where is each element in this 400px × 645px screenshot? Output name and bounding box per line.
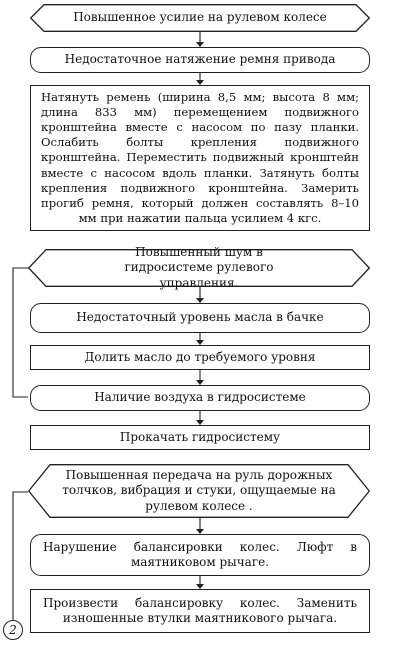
cause-text: Наличие воздуха в гидросистеме (94, 390, 306, 405)
remedy-text: Натянуть ремень (ширина 8,5 мм; высота 8 мм; длина 833 мм) перемещением подвижного кронштейна вместе с насосом по пазу планки. Ослабить болты крепления подвижного кронштейна. Переместить подвижный кронштейн вместе с насосом вдоль планки. Затянуть болты крепления подвижного кронштейна. Замерить прогиб ремня, который должен составлять 8–10 мм при нажатии пальца усилием 4 кгс. (41, 89, 359, 226)
remedy-add-oil (30, 345, 370, 370)
symptom-text: Повышенное усилие на рулевом колесе (73, 10, 327, 25)
cause-text: Нарушение балансировки колес. Люфт в маятниковом рычаге. (43, 539, 357, 569)
page-marker-badge (3, 620, 23, 640)
remedy-tension-belt (30, 85, 370, 231)
page-marker-text: 2 (9, 623, 17, 637)
remedy-text: Произвести балансировку колес. Заменить изношенные втулки маятникового рычага. (43, 595, 357, 625)
cause-low-oil-level (30, 303, 370, 333)
cause-wheel-balance (30, 534, 370, 576)
remedy-bleed-system (30, 425, 370, 450)
symptom-high-steering-effort (30, 4, 370, 32)
symptom-text: Повышенная передача на руль дорожных толчков, вибрация и стуки, ощущаемые на рулевом колесе . (62, 467, 336, 513)
symptom-road-shocks (28, 464, 370, 518)
remedy-balance-wheels (30, 589, 370, 633)
cause-text: Недостаточный уровень масла в бачке (76, 310, 324, 325)
symptom-hydraulic-noise (28, 244, 370, 290)
cause-belt-tension (30, 47, 370, 73)
remedy-text: Долить масло до требуемого уровня (84, 349, 316, 364)
symptom-text: Повышенный шум в гидросистеме рулевого управления. (124, 244, 274, 290)
cause-text: Недостаточное натяжение ремня привода (64, 52, 336, 67)
cause-air-in-system (30, 385, 370, 411)
remedy-text: Прокачать гидросистему (119, 429, 281, 444)
